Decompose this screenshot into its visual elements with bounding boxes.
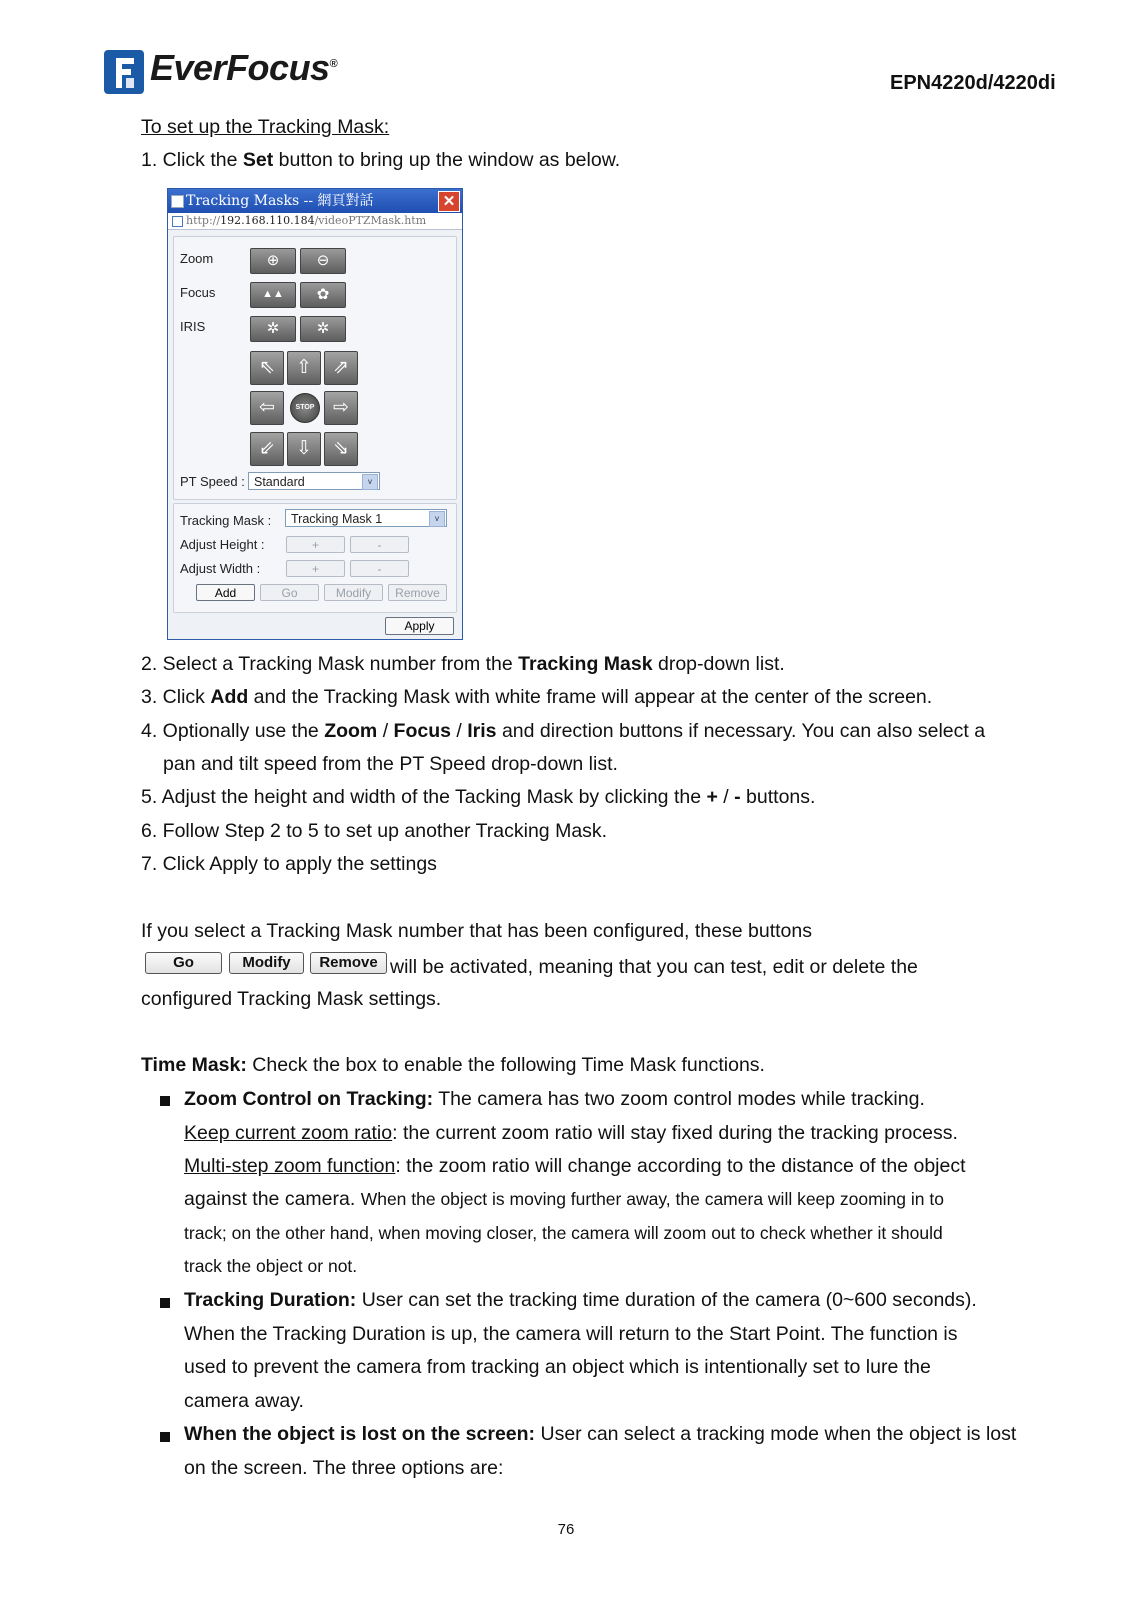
object-lost-line2: on the screen. The three options are: [184, 1457, 504, 1479]
move-up-left-button[interactable]: ⇖ [250, 351, 284, 385]
focus-far-button[interactable]: ▲▲ [250, 282, 296, 308]
focus-label: Focus [180, 285, 216, 300]
remove-button[interactable]: Remove [388, 584, 447, 601]
page-number: 76 [557, 1521, 575, 1538]
keep-zoom-ratio-line: Keep current zoom ratio: the current zoom ratio will stay fixed during the tracking process. [184, 1122, 958, 1144]
multi-step-zoom-line4: track the object or not. [184, 1256, 358, 1276]
step-5: 5. Adjust the height and width of the Tacking Mask by clicking the + / - buttons. [141, 786, 816, 808]
bullet-marker [160, 1096, 170, 1106]
inline-go-button: Go [145, 952, 222, 974]
iris-label: IRIS [180, 319, 206, 334]
tracking-mask-select[interactable]: Tracking Mask 1 v [285, 509, 447, 527]
bullet-marker [160, 1298, 170, 1308]
width-minus-button[interactable]: - [350, 560, 409, 577]
zoom-label: Zoom [180, 251, 214, 266]
window-url-bar: http://192.168.110.184/videoPTZMask.htm [168, 213, 462, 230]
inline-remove-button: Remove [310, 952, 387, 974]
registered-mark: ® [329, 58, 338, 70]
tracking-mask-label: Tracking Mask : [180, 513, 272, 528]
tracking-duration-line2: When the Tracking Duration is up, the camera will return to the Start Point. The function is [184, 1323, 958, 1345]
move-left-button[interactable]: ⇦ [250, 391, 284, 425]
step-6: 6. Follow Step 2 to 5 to set up another Tracking Mask. [141, 820, 608, 842]
multi-step-zoom-line3: track; on the other hand, when moving closer, the camera will zoom out to check whether it should [184, 1223, 943, 1243]
pt-speed-label: PT Speed : [180, 474, 245, 489]
object-lost-item: When the object is lost on the screen: User can select a tracking mode when the object is lost [184, 1423, 1017, 1445]
apply-button[interactable]: Apply [385, 617, 454, 635]
iris-open-button[interactable]: ✲ [250, 316, 296, 342]
brand-name: EverFocus® [150, 47, 338, 88]
move-down-right-button[interactable]: ⇘ [324, 432, 358, 466]
add-button[interactable]: Add [196, 584, 255, 601]
page-icon [172, 216, 183, 227]
multi-step-zoom-line2: against the camera. When the object is moving further away, the camera will keep zooming in to [184, 1188, 944, 1210]
bullet-marker [160, 1432, 170, 1442]
width-plus-button[interactable]: + [286, 560, 345, 577]
move-up-button[interactable]: ⇧ [287, 351, 321, 385]
window-title: Tracking Masks -- 網頁對話 [186, 193, 374, 209]
tracking-duration-item: Tracking Duration: User can set the tracking time duration of the camera (0~600 seconds). [184, 1289, 977, 1311]
model-number: EPN4220d/4220di [890, 72, 1056, 94]
zoom-control-item: Zoom Control on Tracking: The camera has two zoom control modes while tracking. [184, 1088, 925, 1110]
go-button[interactable]: Go [260, 584, 319, 601]
height-plus-button[interactable]: + [286, 536, 345, 553]
move-down-button[interactable]: ⇩ [287, 432, 321, 466]
zoom-in-button[interactable]: ⊕ [250, 248, 296, 274]
height-minus-button[interactable]: - [350, 536, 409, 553]
tracking-masks-window [167, 188, 463, 640]
step-4: 4. Optionally use the Zoom / Focus / Iris and direction buttons if necessary. You can also select a [141, 720, 986, 742]
stop-button[interactable]: STOP [290, 393, 320, 423]
iris-close-button[interactable]: ✲ [300, 316, 346, 342]
tracking-duration-line4: camera away. [184, 1390, 304, 1412]
step-3: 3. Click Add and the Tracking Mask with white frame will appear at the center of the screen. [141, 686, 933, 708]
step-1: 1. Click the Set button to bring up the window as below. [141, 149, 621, 171]
close-icon[interactable]: ✕ [438, 191, 460, 212]
move-down-left-button[interactable]: ⇙ [250, 432, 284, 466]
tracking-mask-panel [173, 503, 457, 613]
step-7: 7. Click Apply to apply the settings [141, 853, 437, 875]
tracking-duration-line3: used to prevent the camera from tracking an object which is intentionally set to lure the [184, 1356, 931, 1378]
configured-paragraph-line3: configured Tracking Mask settings. [141, 988, 442, 1010]
everfocus-logo-icon [104, 50, 144, 94]
pt-speed-select[interactable]: Standard v [248, 472, 380, 490]
adjust-height-label: Adjust Height : [180, 537, 265, 552]
modify-button[interactable]: Modify [324, 584, 383, 601]
section-heading: To set up the Tracking Mask: [141, 116, 390, 138]
move-up-right-button[interactable]: ⇗ [324, 351, 358, 385]
inline-modify-button: Modify [229, 952, 304, 974]
zoom-out-button[interactable]: ⊖ [300, 248, 346, 274]
multi-step-zoom-line: Multi-step zoom function: the zoom ratio will change according to the distance of the object [184, 1155, 966, 1177]
adjust-width-label: Adjust Width : [180, 561, 261, 576]
step-4-continued: pan and tilt speed from the PT Speed drop-down list. [163, 753, 618, 775]
configured-paragraph-line2: will be activated, meaning that you can test, edit or delete the [390, 956, 918, 978]
chevron-down-icon: v [362, 474, 378, 490]
step-2: 2. Select a Tracking Mask number from the Tracking Mask drop-down list. [141, 653, 785, 675]
window-titlebar [168, 189, 462, 213]
ptz-control-panel [173, 236, 457, 500]
window-app-icon [171, 195, 184, 208]
configured-paragraph-line1: If you select a Tracking Mask number that has been configured, these buttons [141, 920, 812, 942]
time-mask-paragraph: Time Mask: Check the box to enable the following Time Mask functions. [141, 1054, 765, 1076]
move-right-button[interactable]: ⇨ [324, 391, 358, 425]
focus-near-button[interactable]: ✿ [300, 282, 346, 308]
chevron-down-icon: v [429, 511, 445, 527]
